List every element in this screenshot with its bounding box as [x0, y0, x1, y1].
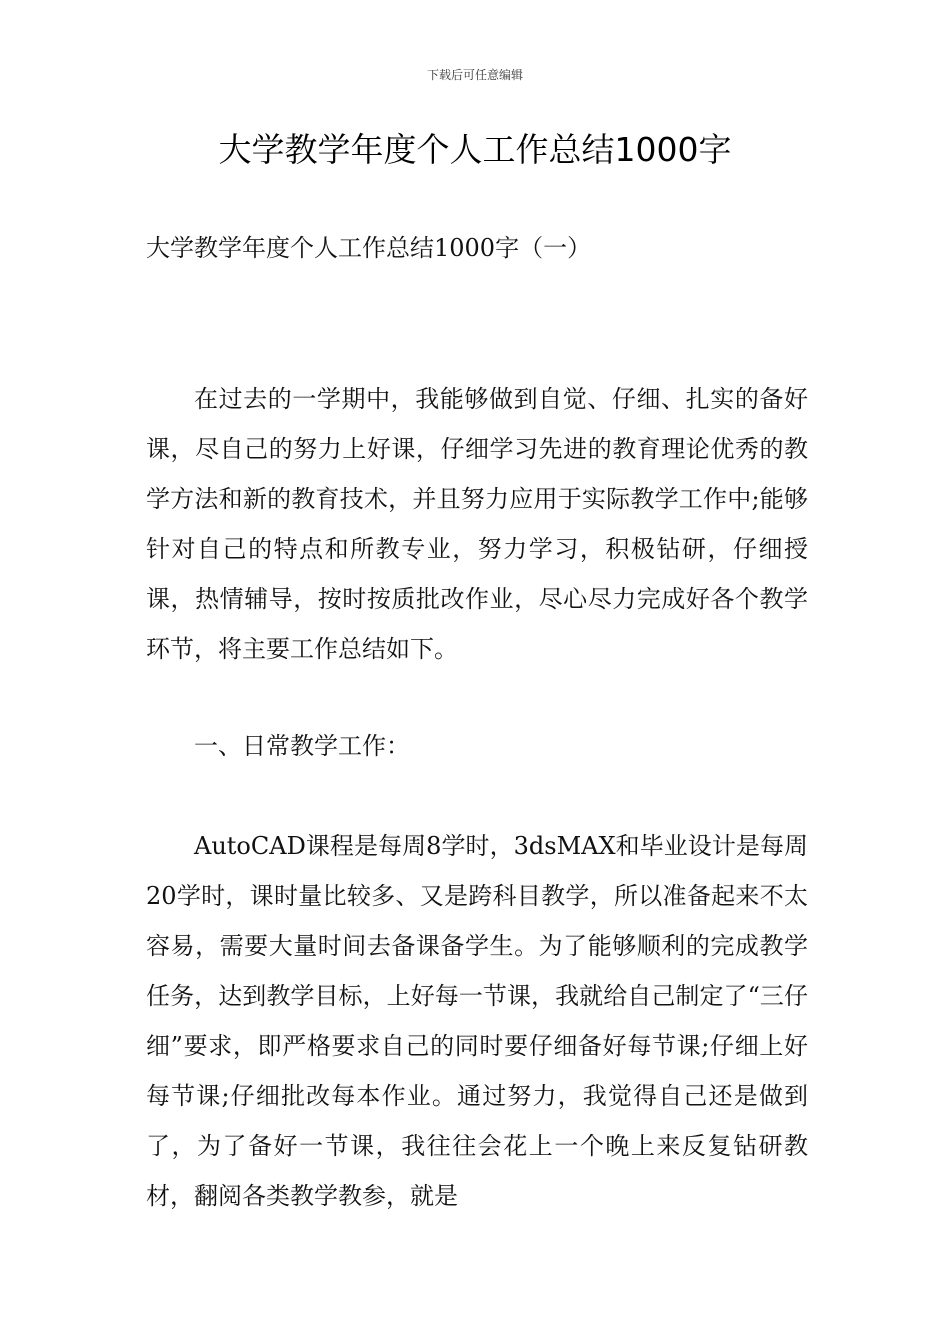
section-heading-daily-teaching: 一、日常教学工作：	[194, 732, 410, 760]
document-title: 大学教学年度个人工作总结1000字	[218, 130, 732, 169]
paragraph-daily-teaching: AutoCAD课程是每周8学时，3dsMAX和毕业设计是每周20学时，课时量比较多、又是跨科目教学，所以准备起来不太容易，需要大量时间去备课备学生。为了能够顺利的完成教学任务，达到教学目标，上好每一节课，我就给自己制定了“三仔细”要求，即严格要求自己的同时要仔细备好每节课;仔细上好每节课;仔细批改每本作业。通过努力，我觉得自己还是做到了，为了备好一节课，我往往会花上一个晚上来反复钻研教材，翻阅各类教学教参，就是	[146, 832, 808, 1210]
section-subtitle: 大学教学年度个人工作总结1000字（一）	[146, 234, 592, 262]
header-note: 下载后可任意编辑	[426, 68, 523, 82]
paragraph-intro: 在过去的一学期中，我能够做到自觉、仔细、扎实的备好课，尽自己的努力上好课，仔细学习先进的教育理论优秀的教学方法和新的教育技术，并且努力应用于实际教学工作中;能够针对自己的特点和所教专业，努力学习，积极钻研，仔细授课，热情辅导，按时按质批改作业，尽心尽力完成好各个教学环节，将主要工作总结如下。	[146, 385, 808, 663]
